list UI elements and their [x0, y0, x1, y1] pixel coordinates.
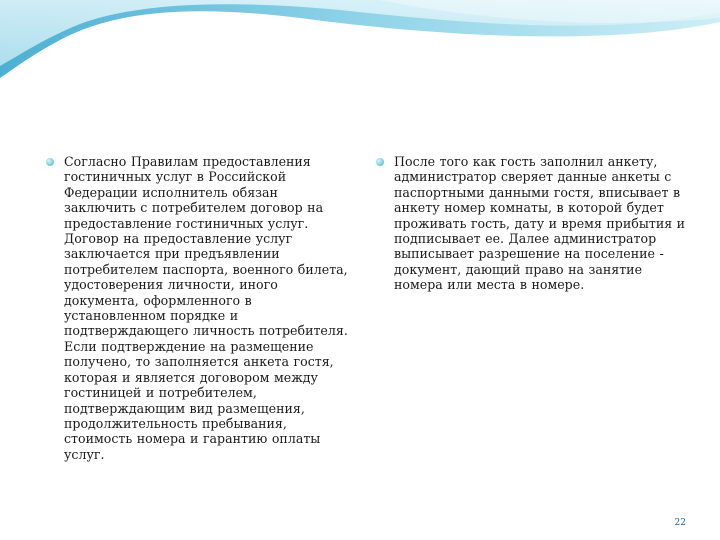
bullet-icon [376, 158, 384, 166]
right-column [376, 154, 686, 293]
bullet-icon [46, 158, 54, 166]
left-paragraph: Согласно Правилам предоставления гостиничных услуг в Российской Федерации исполнитель обязан заключить с потребителем договор на предоставление гостиничных услуг. Договор на предоставление услуг заключается при предъявлении потребителем паспорта, военного билета, удостоверения личности, иного документа, оформленного в установленном порядке и подтверждающего личность потребителя. Если подтверждение на размещение получено, то заполняется анкета гостя, которая и является договором между гостиницей и потребителем, подтверждающим вид размещения, продолжительность пребывания, стоимость номера и гарантию оплаты услуг. [64, 154, 348, 462]
right-paragraph: После того как гость заполнил анкету, администратор сверяет данные анкеты с паспортными данными гостя, вписывает в анкету номер комнаты, в которой будет проживать гость, дату и время прибытия и подписывает ее. Далее администратор выписывает разрешение на поселение - документ, дающий право на занятие номера или места в номере. [394, 154, 686, 293]
left-column [46, 154, 348, 462]
page-number: 22 [674, 518, 686, 528]
header-wave-decoration [0, 0, 720, 100]
